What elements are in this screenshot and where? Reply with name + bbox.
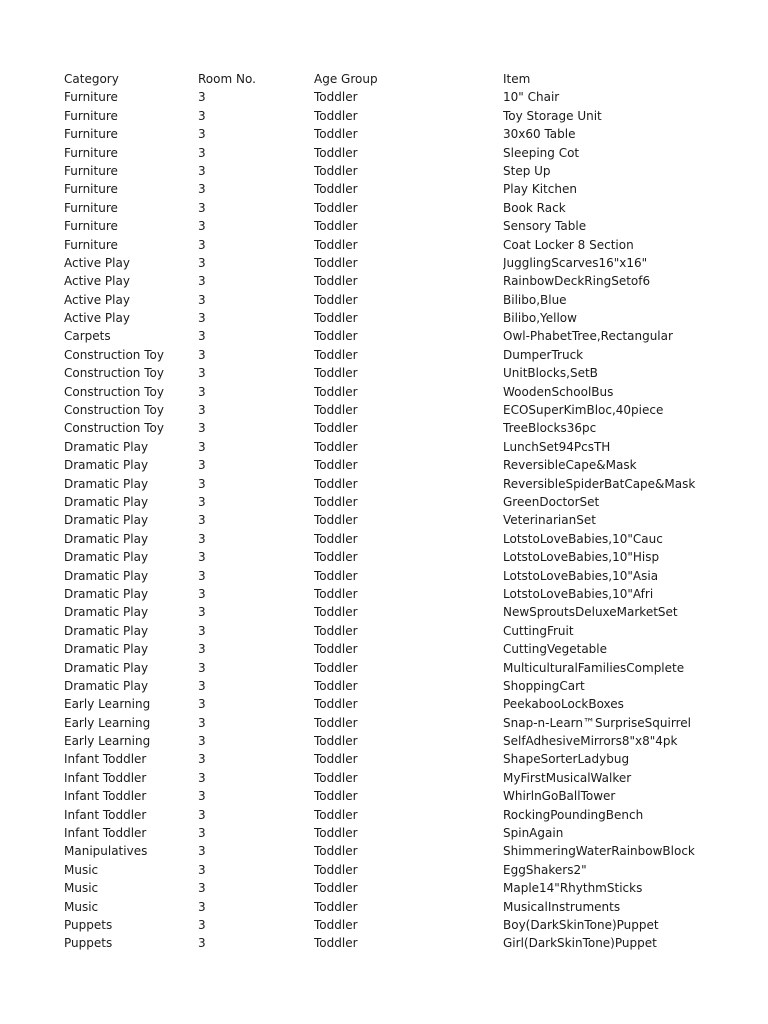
header-age-group: Age Group [314,72,378,86]
cell-room-no: 3 [198,182,206,197]
cell-category: Dramatic Play [64,568,149,583]
table-row [64,88,754,106]
cell-category: Dramatic Play [64,678,149,693]
cell-item: Boy(DarkSkinTone)Puppet [503,917,659,932]
cell-age-group: Toddler [314,329,358,344]
table-header-row [64,70,754,88]
cell-item: 10" Chair [503,90,560,105]
cell-category: Early Learning [64,734,151,749]
cell-item: Book Rack [503,200,566,215]
cell-item: ReversibleSpiderBatCape&Mask [503,476,696,491]
cell-age-group: Toddler [314,255,358,270]
cell-category: Furniture [64,127,118,142]
cell-category: Dramatic Play [64,513,149,528]
cell-item: LotstoLoveBabies,10"Afri [503,586,654,601]
table-row [64,401,754,419]
cell-item: LunchSet94PcsTH [503,439,611,454]
table-row [64,677,754,695]
table-row [64,787,754,805]
cell-category: Early Learning [64,697,151,712]
cell-room-no: 3 [198,513,206,528]
cell-room-no: 3 [198,274,206,289]
table-row [64,898,754,916]
table-row [64,291,754,309]
table-row [64,383,754,401]
cell-category: Dramatic Play [64,586,149,601]
cell-age-group: Toddler [314,770,358,785]
cell-category: Construction Toy [64,347,164,362]
cell-item: SelfAdhesiveMirrors8"x8"4pk [503,734,678,749]
cell-item: Bilibo,Blue [503,292,567,307]
cell-age-group: Toddler [314,311,358,326]
table-row [64,567,754,585]
cell-item: UnitBlocks,SetB [503,366,598,381]
table-row [64,732,754,750]
cell-category: Construction Toy [64,366,164,381]
cell-age-group: Toddler [314,642,358,657]
header-category: Category [64,72,119,86]
table-row [64,346,754,364]
cell-age-group: Toddler [314,752,358,767]
table-row [64,456,754,474]
table-row [64,125,754,143]
cell-item: CuttingVegetable [503,642,608,657]
cell-item: VeterinarianSet [503,513,596,528]
cell-room-no: 3 [198,642,206,657]
cell-item: Snap-n-Learn™SurpriseSquirrel [503,715,691,730]
table-body [64,88,754,952]
table-row [64,769,754,787]
cell-category: Active Play [64,311,130,326]
cell-room-no: 3 [198,826,206,841]
cell-room-no: 3 [198,917,206,932]
cell-item: TreeBlocks36pc [503,421,597,436]
table-row [64,750,754,768]
cell-age-group: Toddler [314,145,358,160]
cell-category: Puppets [64,936,113,951]
table-row [64,107,754,125]
table-row [64,475,754,493]
cell-room-no: 3 [198,458,206,473]
table-row [64,180,754,198]
cell-category: Furniture [64,237,118,252]
cell-item: JugglingScarves16"x16" [503,255,648,270]
cell-item: CuttingFruit [503,623,574,638]
cell-category: Manipulatives [64,844,148,859]
cell-item: MulticulturalFamiliesComplete [503,660,685,675]
cell-age-group: Toddler [314,513,358,528]
header-room-no: Room No. [198,72,256,86]
cell-room-no: 3 [198,623,206,638]
cell-room-no: 3 [198,292,206,307]
cell-item: RockingPoundingBench [503,807,644,822]
cell-category: Dramatic Play [64,494,149,509]
cell-item: GreenDoctorSet [503,494,600,509]
cell-room-no: 3 [198,237,206,252]
cell-room-no: 3 [198,439,206,454]
cell-category: Infant Toddler [64,752,147,767]
table-row [64,695,754,713]
cell-room-no: 3 [198,384,206,399]
cell-room-no: 3 [198,550,206,565]
cell-room-no: 3 [198,476,206,491]
cell-category: Dramatic Play [64,550,149,565]
table-row [64,217,754,235]
cell-category: Active Play [64,274,130,289]
cell-category: Furniture [64,90,118,105]
cell-age-group: Toddler [314,623,358,638]
table-row [64,861,754,879]
cell-age-group: Toddler [314,881,358,896]
cell-item: LotstoLoveBabies,10"Asia [503,568,659,583]
table-row [64,842,754,860]
cell-item: ShoppingCart [503,678,585,693]
cell-room-no: 3 [198,862,206,877]
table-row [64,622,754,640]
table-row [64,806,754,824]
cell-age-group: Toddler [314,807,358,822]
cell-age-group: Toddler [314,366,358,381]
header-item: Item [503,72,531,86]
cell-age-group: Toddler [314,862,358,877]
cell-room-no: 3 [198,789,206,804]
table-row [64,162,754,180]
cell-room-no: 3 [198,605,206,620]
cell-category: Music [64,899,99,914]
cell-room-no: 3 [198,127,206,142]
table-row [64,640,754,658]
cell-room-no: 3 [198,734,206,749]
cell-age-group: Toddler [314,219,358,234]
cell-age-group: Toddler [314,531,358,546]
cell-item: Bilibo,Yellow [503,311,577,326]
cell-item: ShimmeringWaterRainbowBlock [503,844,695,859]
cell-category: Dramatic Play [64,439,149,454]
cell-category: Active Play [64,255,130,270]
cell-room-no: 3 [198,899,206,914]
cell-category: Furniture [64,108,118,123]
table-row [64,199,754,217]
table-row [64,419,754,437]
cell-age-group: Toddler [314,127,358,142]
cell-item: WhirlnGoBallTower [503,789,616,804]
cell-age-group: Toddler [314,384,358,399]
table-row [64,548,754,566]
cell-item: EggShakers2" [503,862,587,877]
cell-item: Maple14"RhythmSticks [503,881,643,896]
cell-age-group: Toddler [314,108,358,123]
cell-category: Dramatic Play [64,642,149,657]
cell-category: Puppets [64,917,113,932]
cell-room-no: 3 [198,311,206,326]
table-row [64,144,754,162]
cell-category: Construction Toy [64,384,164,399]
table-row [64,530,754,548]
cell-age-group: Toddler [314,458,358,473]
cell-age-group: Toddler [314,90,358,105]
cell-age-group: Toddler [314,826,358,841]
cell-age-group: Toddler [314,494,358,509]
cell-age-group: Toddler [314,586,358,601]
cell-age-group: Toddler [314,568,358,583]
cell-item: Toy Storage Unit [503,108,602,123]
cell-category: Construction Toy [64,403,164,418]
cell-room-no: 3 [198,219,206,234]
cell-room-no: 3 [198,752,206,767]
cell-category: Dramatic Play [64,476,149,491]
cell-category: Construction Toy [64,421,164,436]
cell-item: Coat Locker 8 Section [503,237,634,252]
cell-age-group: Toddler [314,715,358,730]
table-row [64,438,754,456]
cell-item: 30x60 Table [503,127,576,142]
cell-age-group: Toddler [314,292,358,307]
cell-age-group: Toddler [314,550,358,565]
cell-age-group: Toddler [314,182,358,197]
cell-item: PeekabooLockBoxes [503,697,624,712]
cell-category: Dramatic Play [64,605,149,620]
cell-room-no: 3 [198,531,206,546]
cell-item: ReversibleCape&Mask [503,458,637,473]
cell-item: LotstoLoveBabies,10"Hisp [503,550,660,565]
cell-category: Infant Toddler [64,770,147,785]
cell-age-group: Toddler [314,347,358,362]
cell-age-group: Toddler [314,476,358,491]
table-row [64,493,754,511]
cell-room-no: 3 [198,366,206,381]
cell-item: ShapeSorterLadybug [503,752,630,767]
cell-category: Infant Toddler [64,789,147,804]
cell-age-group: Toddler [314,936,358,951]
cell-category: Infant Toddler [64,807,147,822]
table-row [64,511,754,529]
cell-age-group: Toddler [314,605,358,620]
cell-age-group: Toddler [314,789,358,804]
cell-category: Music [64,862,99,877]
cell-item: SpinAgain [503,826,564,841]
cell-category: Dramatic Play [64,458,149,473]
cell-item: MusicalInstruments [503,899,621,914]
cell-category: Early Learning [64,715,151,730]
cell-category: Furniture [64,145,118,160]
cell-room-no: 3 [198,678,206,693]
table-row [64,659,754,677]
table-row [64,236,754,254]
cell-age-group: Toddler [314,403,358,418]
cell-age-group: Toddler [314,274,358,289]
table-row [64,254,754,272]
cell-category: Infant Toddler [64,826,147,841]
cell-item: LotstoLoveBabies,10"Cauc [503,531,663,546]
cell-item: DumperTruck [503,347,584,362]
cell-category: Dramatic Play [64,660,149,675]
cell-room-no: 3 [198,881,206,896]
table-row [64,585,754,603]
cell-item: ECOSuperKimBloc,40piece [503,403,664,418]
cell-age-group: Toddler [314,917,358,932]
cell-item: RainbowDeckRingSetof6 [503,274,651,289]
cell-category: Dramatic Play [64,531,149,546]
table-row [64,934,754,952]
cell-room-no: 3 [198,844,206,859]
cell-room-no: 3 [198,697,206,712]
cell-room-no: 3 [198,163,206,178]
cell-category: Music [64,881,99,896]
inventory-table [64,70,754,953]
table-row [64,327,754,345]
cell-item: MyFirstMusicalWalker [503,770,632,785]
cell-room-no: 3 [198,494,206,509]
cell-category: Active Play [64,292,130,307]
cell-age-group: Toddler [314,200,358,215]
cell-room-no: 3 [198,586,206,601]
cell-category: Dramatic Play [64,623,149,638]
table-row [64,879,754,897]
cell-room-no: 3 [198,660,206,675]
cell-age-group: Toddler [314,163,358,178]
cell-item: Owl-PhabetTree,Rectangular [503,329,673,344]
table-row [64,916,754,934]
cell-age-group: Toddler [314,899,358,914]
cell-room-no: 3 [198,715,206,730]
cell-room-no: 3 [198,108,206,123]
cell-category: Carpets [64,329,111,344]
table-row [64,714,754,732]
cell-age-group: Toddler [314,697,358,712]
cell-age-group: Toddler [314,660,358,675]
cell-age-group: Toddler [314,678,358,693]
cell-room-no: 3 [198,936,206,951]
table-row [64,272,754,290]
cell-room-no: 3 [198,255,206,270]
cell-category: Furniture [64,163,118,178]
cell-category: Furniture [64,219,118,234]
table-row [64,824,754,842]
cell-room-no: 3 [198,807,206,822]
cell-age-group: Toddler [314,237,358,252]
cell-room-no: 3 [198,145,206,160]
cell-category: Furniture [64,200,118,215]
cell-item: Step Up [503,163,551,178]
cell-age-group: Toddler [314,421,358,436]
cell-item: WoodenSchoolBus [503,384,614,399]
cell-room-no: 3 [198,200,206,215]
cell-room-no: 3 [198,568,206,583]
cell-item: Sensory Table [503,219,587,234]
cell-room-no: 3 [198,329,206,344]
cell-room-no: 3 [198,347,206,362]
table-row [64,603,754,621]
table-row [64,309,754,327]
cell-room-no: 3 [198,90,206,105]
cell-age-group: Toddler [314,439,358,454]
cell-age-group: Toddler [314,844,358,859]
cell-age-group: Toddler [314,734,358,749]
cell-category: Furniture [64,182,118,197]
cell-room-no: 3 [198,421,206,436]
cell-item: NewSproutsDeluxeMarketSet [503,605,678,620]
cell-item: Play Kitchen [503,182,577,197]
cell-room-no: 3 [198,403,206,418]
cell-item: Girl(DarkSkinTone)Puppet [503,936,657,951]
cell-item: Sleeping Cot [503,145,580,160]
cell-room-no: 3 [198,770,206,785]
table-row [64,364,754,382]
